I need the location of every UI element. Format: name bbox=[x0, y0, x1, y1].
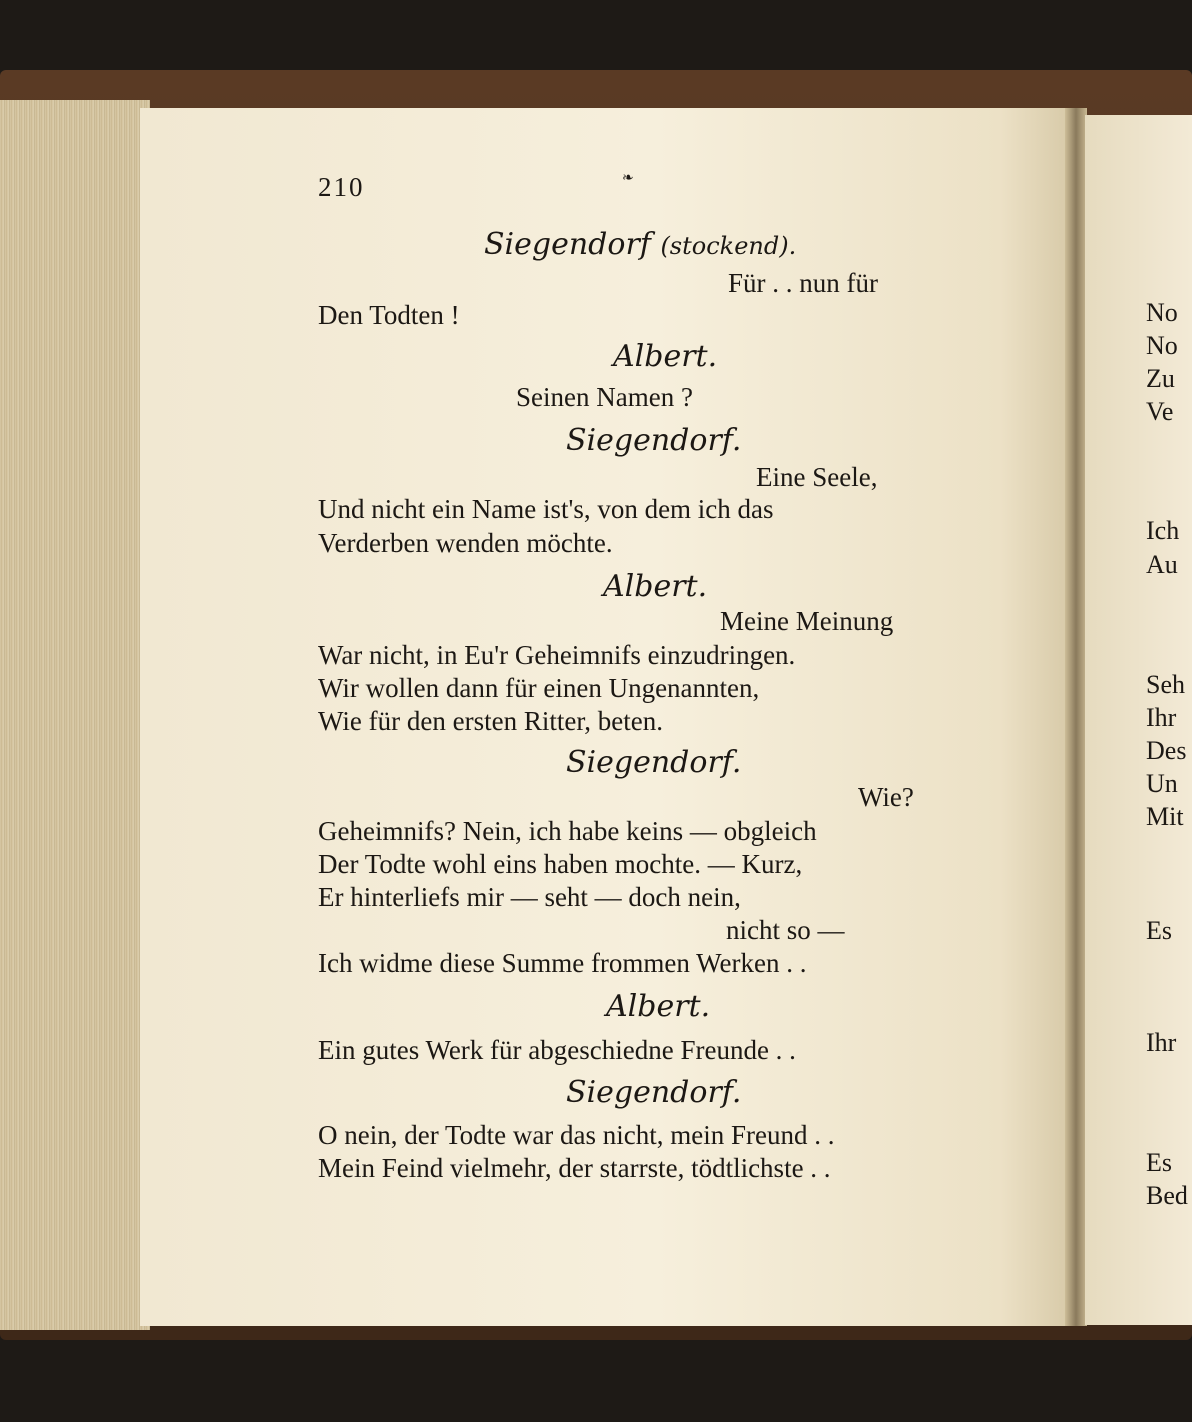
verse-line: Den Todten ! bbox=[318, 300, 460, 330]
verse-line: Verderben wenden möchte. bbox=[318, 528, 613, 558]
right-page-fragment: Mit bbox=[1146, 802, 1184, 831]
right-page-fragment: Ihr bbox=[1146, 1028, 1177, 1057]
right-page-fragment: Des bbox=[1146, 736, 1187, 765]
verse-line: Für . . nun für bbox=[728, 268, 878, 298]
verse-line: Der Todte wohl eins haben mochte. — Kurz, bbox=[318, 849, 803, 879]
verse-line: Wie für den ersten Ritter, beten. bbox=[318, 706, 663, 736]
verse-line: Meine Meinung bbox=[720, 606, 894, 636]
right-page-fragment: Ve bbox=[1146, 397, 1174, 426]
speaker-siegendorf: Siegendorf. bbox=[566, 745, 742, 780]
verse-line: Und nicht ein Name ist's, von dem ich das bbox=[318, 494, 774, 524]
verse-line: Ich widme diese Summe frommen Werken . . bbox=[318, 948, 807, 978]
verse-line: Ein gutes Werk für abgeschiedne Freunde . . bbox=[318, 1035, 796, 1065]
verse-line: nicht so — bbox=[726, 915, 845, 945]
right-page-fragment: No bbox=[1146, 331, 1178, 360]
verse-line: Wie? bbox=[858, 782, 914, 812]
speaker-siegendorf: Siegendorf (stockend). bbox=[484, 227, 797, 262]
book-gutter bbox=[1065, 108, 1087, 1326]
speaker-siegendorf: Siegendorf. bbox=[566, 1075, 742, 1110]
page-number: 210 bbox=[318, 172, 365, 202]
stage-direction: (stockend). bbox=[660, 232, 797, 260]
verse-line: Eine Seele, bbox=[756, 462, 878, 492]
verse-line: O nein, der Todte war das nicht, mein Freund . . bbox=[318, 1120, 835, 1150]
right-page-fragment: No bbox=[1146, 298, 1178, 327]
right-page-fragment: Ihr bbox=[1146, 703, 1177, 732]
right-page-fragment: Zu bbox=[1146, 364, 1175, 393]
right-page-fragment: Un bbox=[1146, 769, 1178, 798]
verse-line: Seinen Namen ? bbox=[516, 382, 693, 412]
speaker-albert: Albert. bbox=[606, 989, 711, 1024]
right-page-fragment: Au bbox=[1146, 550, 1178, 579]
right-page-fragment: Es bbox=[1146, 1148, 1172, 1177]
right-page-fragment: Es bbox=[1146, 916, 1172, 945]
right-page-fragment: Bed bbox=[1146, 1181, 1188, 1210]
verse-line: Mein Feind vielmehr, der starrste, tödtlichste . . bbox=[318, 1153, 831, 1183]
verse-line: Geheimnifs? Nein, ich habe keins — obgleich bbox=[318, 816, 817, 846]
speaker-siegendorf: Siegendorf. bbox=[566, 423, 742, 458]
verse-line: Wir wollen dann für einen Ungenannten, bbox=[318, 673, 760, 703]
right-page-fragment: Ich bbox=[1146, 516, 1180, 545]
verse-line: Er hinterliefs mir — seht — doch nein, bbox=[318, 882, 741, 912]
speaker-albert: Albert. bbox=[603, 569, 708, 604]
ornament-icon: ❧ bbox=[622, 170, 634, 186]
speaker-albert: Albert. bbox=[613, 339, 718, 374]
right-page-fragment: Seh bbox=[1146, 670, 1185, 699]
page-edges bbox=[0, 100, 150, 1330]
verse-line: War nicht, in Eu'r Geheimnifs einzudringen. bbox=[318, 640, 796, 670]
